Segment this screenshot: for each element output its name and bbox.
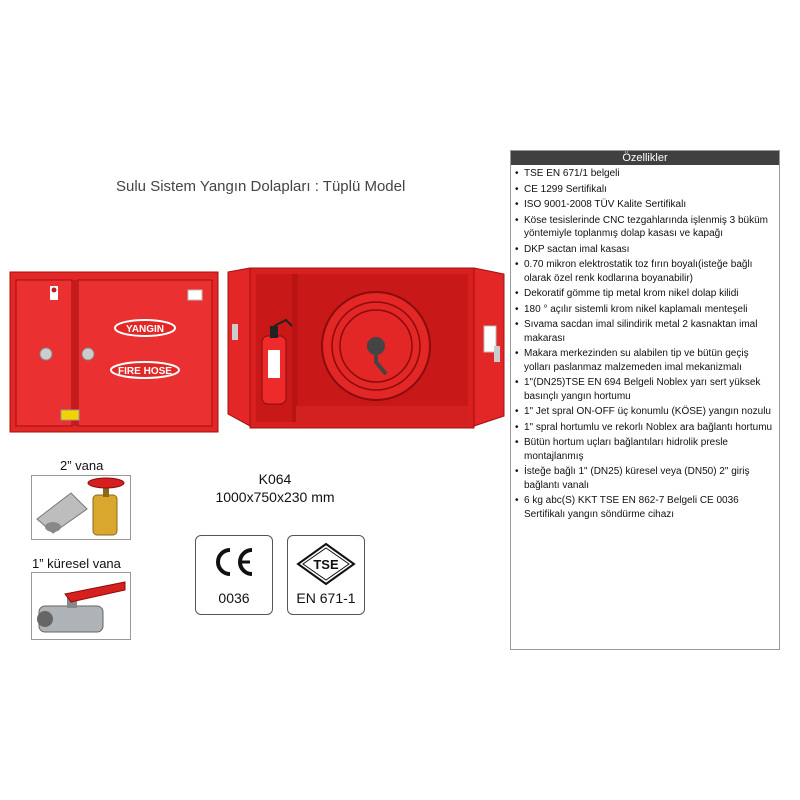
tse-certificate-badge (287, 535, 365, 615)
feature-item: • 6 kg abc(S) KKT TSE EN 862-7 Belgeli CE 0036 Sertifikalı yangın söndürme cihazı (515, 494, 775, 521)
feature-item: • Sıvama sacdan imal silindirik metal 2 kasnaktan imal makarası (515, 318, 775, 345)
page-title: Sulu Sistem Yangın Dolapları : Tüplü Model (116, 178, 406, 195)
feature-item: • Makara merkezinden su alabilen tip ve bütün geçiş yolları paslanmaz malzemeden imal mekanizmalı (515, 347, 775, 374)
feature-item: • 1"(DN25)TSE EN 694 Belgeli Noblex yarı sert yüksek basınçlı yangın hortumu (515, 376, 775, 403)
gate-valve-image (31, 475, 131, 540)
product-dimensions: 1000x750x230 mm (215, 489, 335, 505)
feature-item: • 0.70 mikron elektrostatik toz fırın boyalı(isteğe bağlı olarak özel renk kodlarına boyanabilir) (515, 258, 775, 285)
feature-item: • Dekoratif gömme tip metal krom nikel dolap kilidi (515, 287, 775, 301)
feature-item: • İsteğe bağlı 1" (DN25) küresel veya (DN50) 2" giriş bağlantı vanalı (515, 465, 775, 492)
feature-item: • 1" spral hortumlu ve rekorlı Noblex ara bağlantı hortumu (515, 421, 775, 435)
valve-label-2in: 2” vana (60, 458, 104, 473)
feature-item: • DKP sactan imal kasası (515, 243, 775, 257)
features-panel (510, 150, 780, 650)
ce-mark-icon (196, 536, 272, 586)
feature-item: • 180 ° açılır sistemli krom nikel kaplamalı menteşeli (515, 303, 775, 317)
feature-item: • 1" Jet spral ON-OFF üç konumlu (KÖSE) yangın nozulu (515, 405, 775, 419)
tse-mark-icon (288, 536, 364, 586)
product-code: K064 (258, 471, 292, 487)
feature-item: • Bütün hortum uçları bağlantıları hidrolik presle montajlanmış (515, 436, 775, 463)
cabinet-label-bottom: FIRE HOSE (118, 366, 172, 377)
cabinet-label-top: YANGIN (126, 324, 164, 335)
closed-cabinet-image (6, 268, 222, 436)
tse-mark-text: TSE (313, 557, 339, 572)
tse-certificate-code: EN 671-1 (296, 590, 356, 606)
valve-label-1in: 1” küresel vana (32, 556, 121, 571)
ball-valve-image (31, 572, 131, 640)
features-list (511, 165, 779, 521)
open-cabinet-image (226, 266, 510, 444)
feature-item: • Köse tesislerinde CNC tezgahlarında işlenmiş 3 büküm yöntemiyle toplanmış dolap kasası ve kapağı (515, 214, 775, 241)
ce-certificate-code: 0036 (218, 590, 250, 606)
feature-item: • CE 1299 Sertifikalı (515, 183, 775, 197)
feature-item: • TSE EN 671/1 belgeli (515, 167, 775, 181)
features-title: Özellikler (511, 151, 779, 165)
ce-certificate-badge (195, 535, 273, 615)
feature-item: • ISO 9001-2008 TÜV Kalite Sertifikalı (515, 198, 775, 212)
